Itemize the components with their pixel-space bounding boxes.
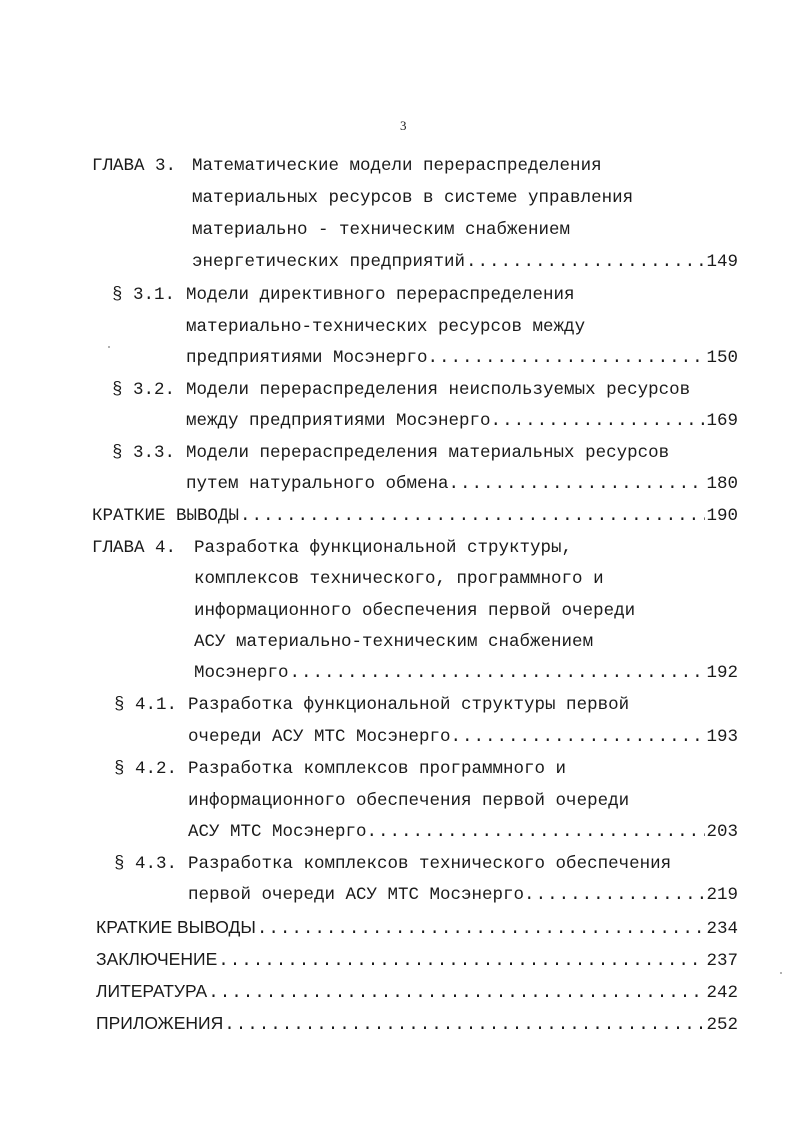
toc-entry-section-3-3[interactable] — [186, 472, 738, 496]
leader-dots — [536, 883, 706, 907]
section-3-3-page: 180 — [706, 474, 738, 494]
toc-entry-section-3-1[interactable] — [186, 346, 738, 370]
section-4-2-line-3: АСУ МТС Мосэнерго. — [188, 822, 378, 842]
chapter-4-title-line-5: Мосэнерго — [194, 663, 289, 683]
scan-speck — [780, 972, 782, 974]
chapter-3-title-line-4: энергетических предприятий — [192, 252, 466, 272]
section-4-2-page: 203 — [706, 822, 738, 842]
section-3-1-label: § 3.1. — [112, 285, 176, 305]
section-3-1-page: 150 — [706, 348, 738, 368]
chapter-4-label: ГЛАВА 4. — [92, 538, 177, 558]
section-3-1-line-3: предприятиями Мосэнерго. — [186, 348, 439, 368]
toc-entry-section-3-2[interactable] — [186, 409, 738, 433]
chapter-3-heading — [92, 154, 176, 178]
section-4-2-line-1: Разработка комплексов программного и — [188, 759, 567, 779]
chapter-4-title-line-2: комплексов технического, программного и — [194, 569, 604, 589]
section-3-2-label: § 3.2. — [112, 380, 176, 400]
section-3-1-line-1: Модели директивного перераспределения — [186, 285, 575, 305]
section-4-3-page: 219 — [706, 885, 738, 905]
toc-entry-conclusion[interactable] — [96, 947, 738, 971]
leader-dots — [502, 409, 705, 433]
toc-entry-section-4-1[interactable] — [188, 725, 738, 749]
section-3-2-line-2: между предприятиями Мосэнерго. — [186, 411, 502, 431]
leader-dots — [439, 346, 705, 370]
chapter-4-page: 192 — [706, 663, 738, 683]
section-4-1-page: 193 — [706, 727, 738, 747]
conclusion-page: 237 — [706, 951, 738, 971]
leader-dots — [462, 725, 705, 749]
chapter-3-label: ГЛАВА 3. — [92, 156, 177, 176]
chapter-3-page: 149 — [706, 252, 738, 272]
appendices-page: 252 — [706, 1015, 738, 1035]
summary-1-page: 190 — [706, 506, 738, 526]
chapter-4-title-line-3: информационного обеспечения первой очереди — [194, 601, 636, 621]
page-number: 3 — [400, 118, 407, 133]
section-4-3-line-1: Разработка комплексов технического обеспечения — [188, 854, 672, 874]
leader-dots — [290, 661, 706, 685]
chapter-4-title-line-1: Разработка функциональной структуры, — [194, 538, 573, 558]
chapter-3-title-line-1: Математические модели перераспределения — [192, 156, 602, 176]
leader-dots — [257, 917, 706, 941]
section-4-1-label: § 4.1. — [114, 695, 178, 715]
appendices-label: ПРИЛОЖЕНИЯ — [96, 1013, 224, 1033]
summary-2-label: КРАТКИЕ ВЫВОДЫ — [96, 917, 256, 937]
leader-dots — [218, 949, 705, 973]
toc-entry-section-4-3[interactable] — [188, 883, 738, 907]
leader-dots — [240, 504, 705, 528]
toc-entry-chapter-3[interactable] — [192, 250, 738, 274]
leader-dots — [224, 1013, 705, 1037]
summary-2-page: 234 — [706, 919, 738, 939]
section-3-3-line-2: путем натурального обмена. — [186, 474, 460, 494]
summary-1-label: КРАТКИЕ ВЫВОДЫ — [92, 506, 240, 526]
section-3-2-line-1: Модели перераспределения неиспользуемых ресурсов — [186, 380, 691, 400]
section-3-2-page: 169 — [706, 411, 738, 431]
leader-dots — [208, 981, 705, 1005]
toc-entry-chapter-4[interactable] — [194, 661, 738, 685]
section-3-1-line-2: материально-технических ресурсов между — [186, 317, 586, 337]
section-4-2-label: § 4.2. — [114, 759, 178, 779]
chapter-3-title-line-3: материально - техническим снабжением — [192, 220, 571, 240]
toc-entry-literature[interactable] — [96, 979, 738, 1003]
section-4-2-line-2: информационного обеспечения первой очереди — [188, 791, 630, 811]
leader-dots — [378, 820, 705, 844]
section-4-1-line-2: очереди АСУ МТС Мосэнерго. — [188, 727, 462, 747]
toc-entry-summary-1[interactable] — [92, 504, 738, 528]
chapter-3-title-line-2: материальных ресурсов в системе управления — [192, 188, 634, 208]
chapter-4-title-line-4: АСУ материально-техническим снабжением — [194, 632, 594, 652]
section-3-3-line-1: Модели перераспределения материальных ресурсов — [186, 443, 670, 463]
scan-speck — [108, 346, 110, 348]
section-3-3-label: § 3.3. — [112, 443, 176, 463]
toc-entry-appendices[interactable] — [96, 1011, 738, 1035]
conclusion-label: ЗАКЛЮЧЕНИЕ — [96, 949, 218, 969]
leader-dots — [466, 250, 705, 274]
toc-entry-section-4-2[interactable] — [188, 820, 738, 844]
leader-dots — [460, 472, 705, 496]
section-4-1-line-1: Разработка функциональной структуры первой — [188, 695, 630, 715]
section-4-3-line-2: первой очереди АСУ МТС Мосэнерго. — [188, 885, 535, 905]
literature-page: 242 — [706, 983, 738, 1003]
toc-entry-summary-2[interactable] — [96, 915, 738, 939]
literature-label: ЛИТЕРАТУРА — [96, 981, 208, 1001]
section-4-3-label: § 4.3. — [114, 854, 178, 874]
